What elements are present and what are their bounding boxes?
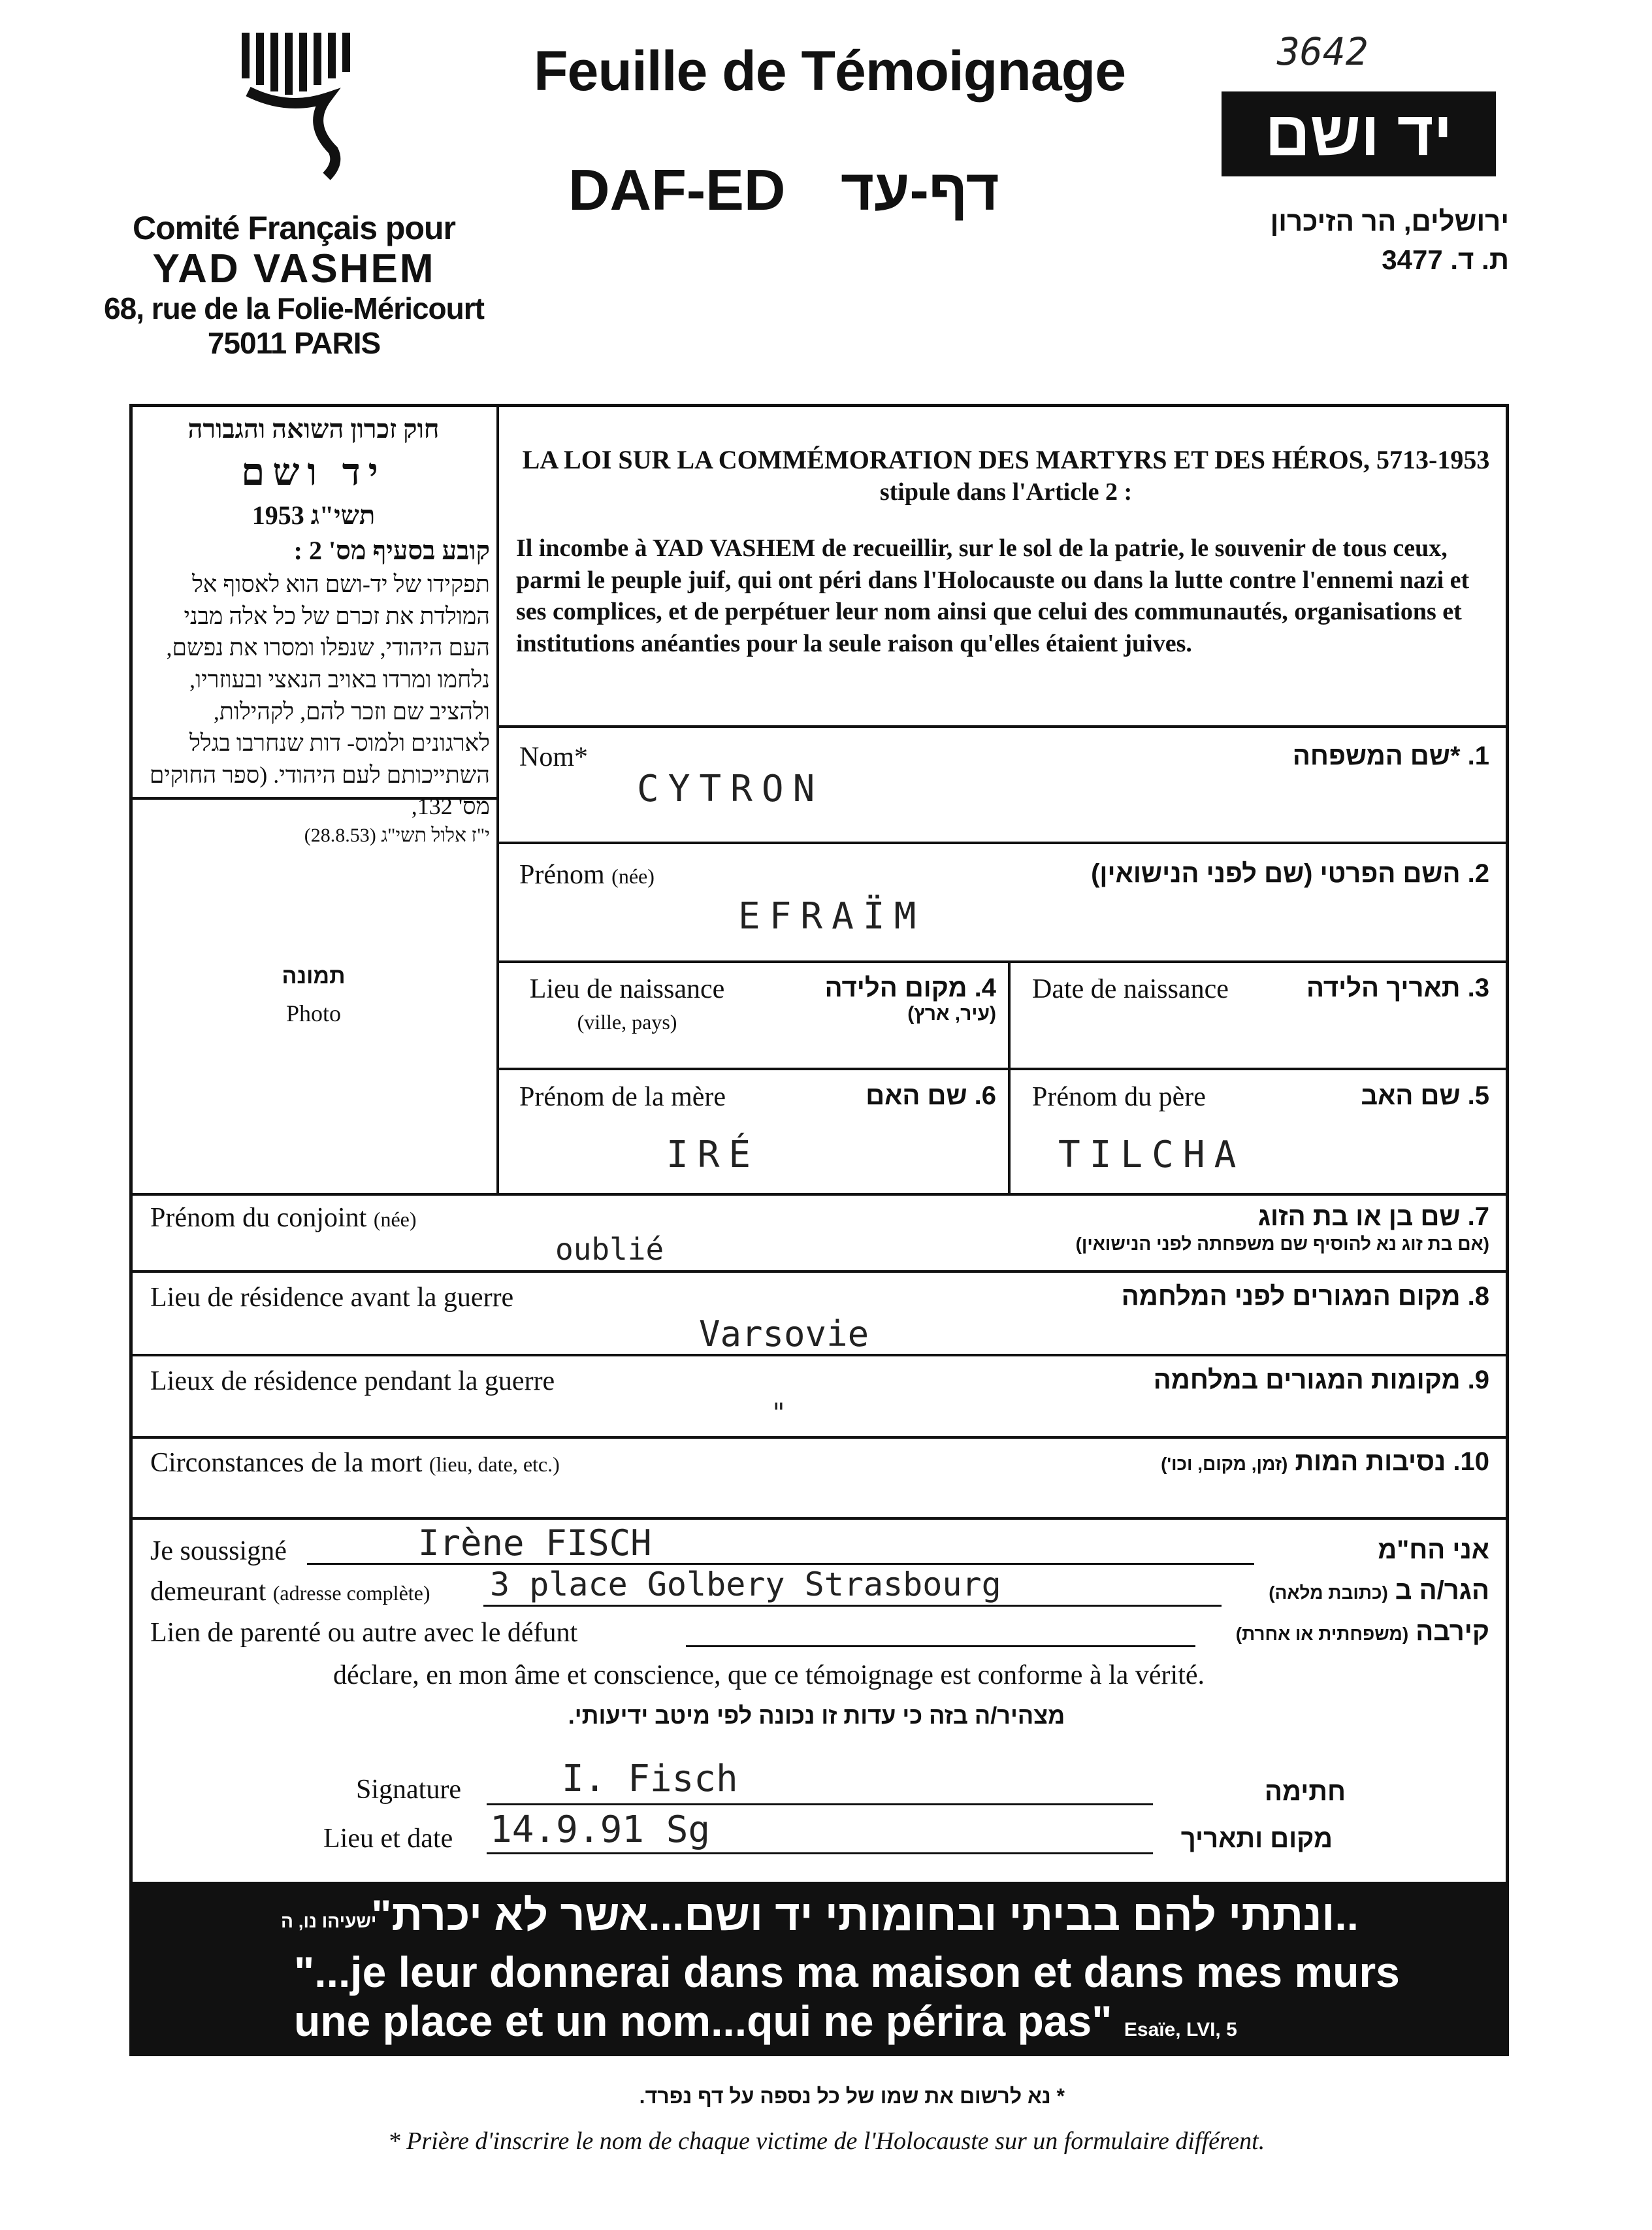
divider — [131, 1517, 1508, 1520]
photo-label-he: תמונה — [282, 964, 346, 989]
committee-line-2: YAD VASHEM — [152, 246, 436, 291]
field-prenom-value[interactable]: EFRAÏM — [738, 895, 926, 938]
field-prenom-pere-label-he: 5. שם האב — [1361, 1081, 1489, 1110]
declarant-lien-he — [1202, 1617, 1489, 1647]
field-date-naissance-label: Date de naissance — [1032, 974, 1229, 1004]
field-lieu-naissance-label — [519, 974, 735, 1036]
field-conjoint-label-note: (née) — [373, 1207, 417, 1231]
page-subtitle — [568, 157, 1143, 223]
field-prenom-mere-label: Prénom de la mère — [519, 1082, 726, 1112]
field-conjoint-label — [150, 1202, 417, 1234]
declaration-he: מצהיר/ה בזה כי עדות זו נכונה לפי מיטב ידיעותי. — [568, 1702, 1065, 1729]
field-conjoint-value[interactable]: oublié — [555, 1232, 664, 1267]
lieu-date-he: מקום ותאריך — [1180, 1824, 1333, 1853]
field-prenom-label — [519, 859, 655, 891]
field-date-naissance-label-he: 3. תאריך הלידה — [1306, 974, 1489, 1002]
field-circonstances-label-note: (lieu, date, etc.) — [429, 1452, 560, 1476]
field-nom-label: Nom* — [519, 742, 588, 772]
divider — [496, 405, 499, 1196]
banner-he-quote: ..ונתתי להם בביתי ובחומותי יד ושם...אשר לא יכרת" — [371, 1891, 1359, 1939]
law-fr-subtitle: stipule dans l'Article 2 : — [879, 478, 1133, 506]
field-lieu-naissance-label-text: Lieu de naissance — [529, 974, 725, 1004]
signature-line — [487, 1803, 1153, 1805]
divider — [131, 1270, 1508, 1273]
law-he-article: קובע בסעיף מס' 2 : — [293, 536, 490, 566]
declarant-demeurant-value[interactable]: 3 place Golbery Strasbourg — [490, 1566, 1001, 1603]
field-residence-pendant-label-he: 9. מקומות המגורים במלחמה — [1153, 1366, 1489, 1394]
field-prenom-pere-label: Prénom du père — [1032, 1082, 1206, 1112]
field-circonstances-label-he — [980, 1447, 1489, 1477]
declarant-lien-label: Lien de parenté ou autre avec le défunt — [150, 1618, 578, 1648]
banner-fr-line-1: "...je leur donnerai dans ma maison et dans mes murs — [294, 1948, 1400, 1996]
declarant-soussigne-label: Je soussigné — [150, 1536, 287, 1566]
field-prenom-pere-value[interactable]: TILCHA — [1058, 1134, 1246, 1176]
field-conjoint-label-he-note: (אם בת זוג נא להוסיף שם משפחתה לפני הנישואין) — [1075, 1234, 1489, 1254]
declarant-lien-line — [686, 1645, 1195, 1647]
subtitle-he: דף-עד — [840, 157, 999, 222]
yad-vashem-logo: יד ושם — [1222, 91, 1496, 176]
signature-he: חתימה — [1264, 1777, 1346, 1806]
declarant-demeurant-he-text: הגר/ה ב — [1395, 1576, 1489, 1605]
committee-line-1: Comité Français pour — [133, 210, 455, 246]
field-prenom-mere-label-he: 6. שם האם — [866, 1081, 996, 1110]
field-residence-avant-value[interactable]: Varsovie — [699, 1313, 869, 1354]
field-lieu-naissance-label-he — [771, 974, 996, 1025]
field-prenom-label-he: 2. השם הפרטי (שם לפני הנישואין) — [1091, 859, 1489, 888]
field-prenom-label-text: Prénom — [519, 860, 605, 890]
law-he-date: י"ז אלול תשי"ג (28.8.53) — [304, 825, 490, 847]
divider — [131, 1436, 1508, 1439]
declarant-lien-he-text: קירבה — [1416, 1617, 1489, 1646]
banner-fr-line-2-text: une place et un nom...qui ne périra pas" — [294, 1997, 1112, 2045]
lieu-date-label: Lieu et date — [323, 1824, 453, 1854]
divider — [131, 1193, 1508, 1196]
field-circonstances-label — [150, 1447, 560, 1479]
field-conjoint-label-he: 7. שם בן או בת הזוג — [1257, 1202, 1489, 1231]
declarant-demeurant-label-text: demeurant — [150, 1577, 267, 1607]
signature-label: Signature — [356, 1775, 461, 1805]
field-circonstances-label-he-text: 10. נסיבות המות — [1295, 1447, 1489, 1476]
divider — [496, 960, 1508, 963]
field-residence-avant-label: Lieu de résidence avant la guerre — [150, 1283, 514, 1313]
field-residence-pendant-label: Lieux de résidence pendant la guerre — [150, 1366, 555, 1396]
field-lieu-naissance-label-note: (ville, pays) — [577, 1010, 677, 1034]
divider — [496, 725, 1508, 728]
law-he-title: חוק זכרון השואה והגבורה — [187, 414, 440, 444]
law-he-year: תשי"ג 1953 — [251, 500, 376, 531]
field-lieu-naissance-label-he-text: 4. מקום הלידה — [824, 974, 996, 1002]
declarant-demeurant-line — [483, 1605, 1222, 1607]
declarant-demeurant-label-note: (adresse complète) — [272, 1581, 430, 1605]
address-hebrew — [1195, 203, 1509, 280]
law-french — [516, 444, 1496, 660]
law-he-yadvashem: יד ושם — [241, 451, 386, 493]
field-circonstances-label-he-note: (זמן, מקום, וכו') — [1161, 1454, 1288, 1474]
page-title: Feuille de Témoignage — [533, 40, 1126, 103]
divider — [496, 1068, 1508, 1070]
footer-note-fr: * Prière d'inscrire le nom de chaque victime de l'Holocauste sur un formulaire différent. — [387, 2127, 1265, 2155]
committee-line-3: 68, rue de la Folie-Méricourt — [104, 291, 484, 326]
reference-number: 3642 — [1277, 29, 1369, 74]
divider — [1008, 960, 1011, 1196]
field-circonstances-label-text: Circonstances de la mort — [150, 1448, 423, 1478]
declarant-demeurant-he — [1228, 1576, 1489, 1605]
address-he-line-1: ירושלים, הר הזיכרון — [1270, 206, 1509, 237]
field-nom-value[interactable]: CYTRON — [637, 768, 824, 810]
law-hebrew — [137, 412, 490, 849]
subtitle-fr: DAF-ED — [568, 157, 786, 222]
declaration-fr: déclare, en mon âme et conscience, que ce témoignage est conforme à la vérité. — [333, 1660, 1205, 1690]
committee-address — [98, 209, 490, 361]
declarant-soussigne-value[interactable]: Irène FISCH — [418, 1522, 652, 1564]
law-fr-title: LA LOI SUR LA COMMÉMORATION DES MARTYRS ET DES HÉROS, 5713-1953 — [522, 445, 1490, 474]
law-fr-body: Il incombe à YAD VASHEM de recueillir, sur le sol de la patrie, le souvenir de tous ceux, parmi le peuple juif, qui ont péri dans l'Holocauste ou dans la lutte contre l'ennemi nazi et ses complices, et de perpétuer leur nom ainsi que celui des communautés, organisations et institutions anéanties pour la seule raison qu'elles étaient juives. — [516, 534, 1470, 657]
yad-vashem-menorah-logo — [235, 26, 379, 183]
divider — [496, 842, 1508, 844]
declarant-demeurant-label — [150, 1576, 430, 1607]
field-lieu-naissance-label-he-note: (עיר, ארץ) — [907, 1003, 996, 1025]
law-he-body: תפקידו של יד-ושם הוא לאסוף אל המולדת את זכרם של כל אלה מבני העם היהודי, שנפלו ומסרו את נפשם, נלחמו ומרדו באויב הנאצי ובעוזריו, ולהציב שם וזכר להם, לקהילות, לארגונים ולמוס- דות שנחרבו בגלל השתייכותם לעם היהודי. (ספר החוקים מס' 132, — [149, 571, 490, 820]
signature-value[interactable]: I. Fisch — [562, 1758, 738, 1800]
field-prenom-label-note: (née) — [611, 864, 655, 888]
field-residence-avant-label-he: 8. מקום המגורים לפני המלחמה — [1121, 1282, 1489, 1311]
photo-label-fr: Photo — [285, 1000, 342, 1026]
banner-fr-line-2 — [294, 1996, 1237, 2046]
address-he-line-2: ת. ד. 3477 — [1382, 244, 1509, 275]
field-prenom-mere-value[interactable]: IRÉ — [666, 1134, 760, 1176]
lieu-date-line — [487, 1852, 1153, 1854]
declarant-lien-he-note: (משפחתית או אחרת) — [1235, 1624, 1409, 1644]
banner-he-ref: ישעיהו נו, ה — [281, 1911, 377, 1931]
declarant-demeurant-he-note: (כתובת מלאה) — [1269, 1582, 1388, 1603]
committee-line-4: 75011 PARIS — [207, 326, 381, 361]
declarant-soussigne-he: אני הח"מ — [1378, 1535, 1489, 1564]
field-conjoint-label-text: Prénom du conjoint — [150, 1203, 367, 1233]
footer-note-he: * נא לרשום את שמו של כל נספה על דף נפרד. — [639, 2084, 1065, 2108]
field-nom-label-he: 1. *שם המשפחה — [1292, 742, 1489, 770]
lieu-date-value[interactable]: 14.9.91 Sg — [490, 1809, 711, 1851]
field-residence-pendant-value[interactable]: " — [771, 1398, 787, 1428]
banner-fr-ref: Esaïe, LVI, 5 — [1124, 2019, 1237, 2041]
